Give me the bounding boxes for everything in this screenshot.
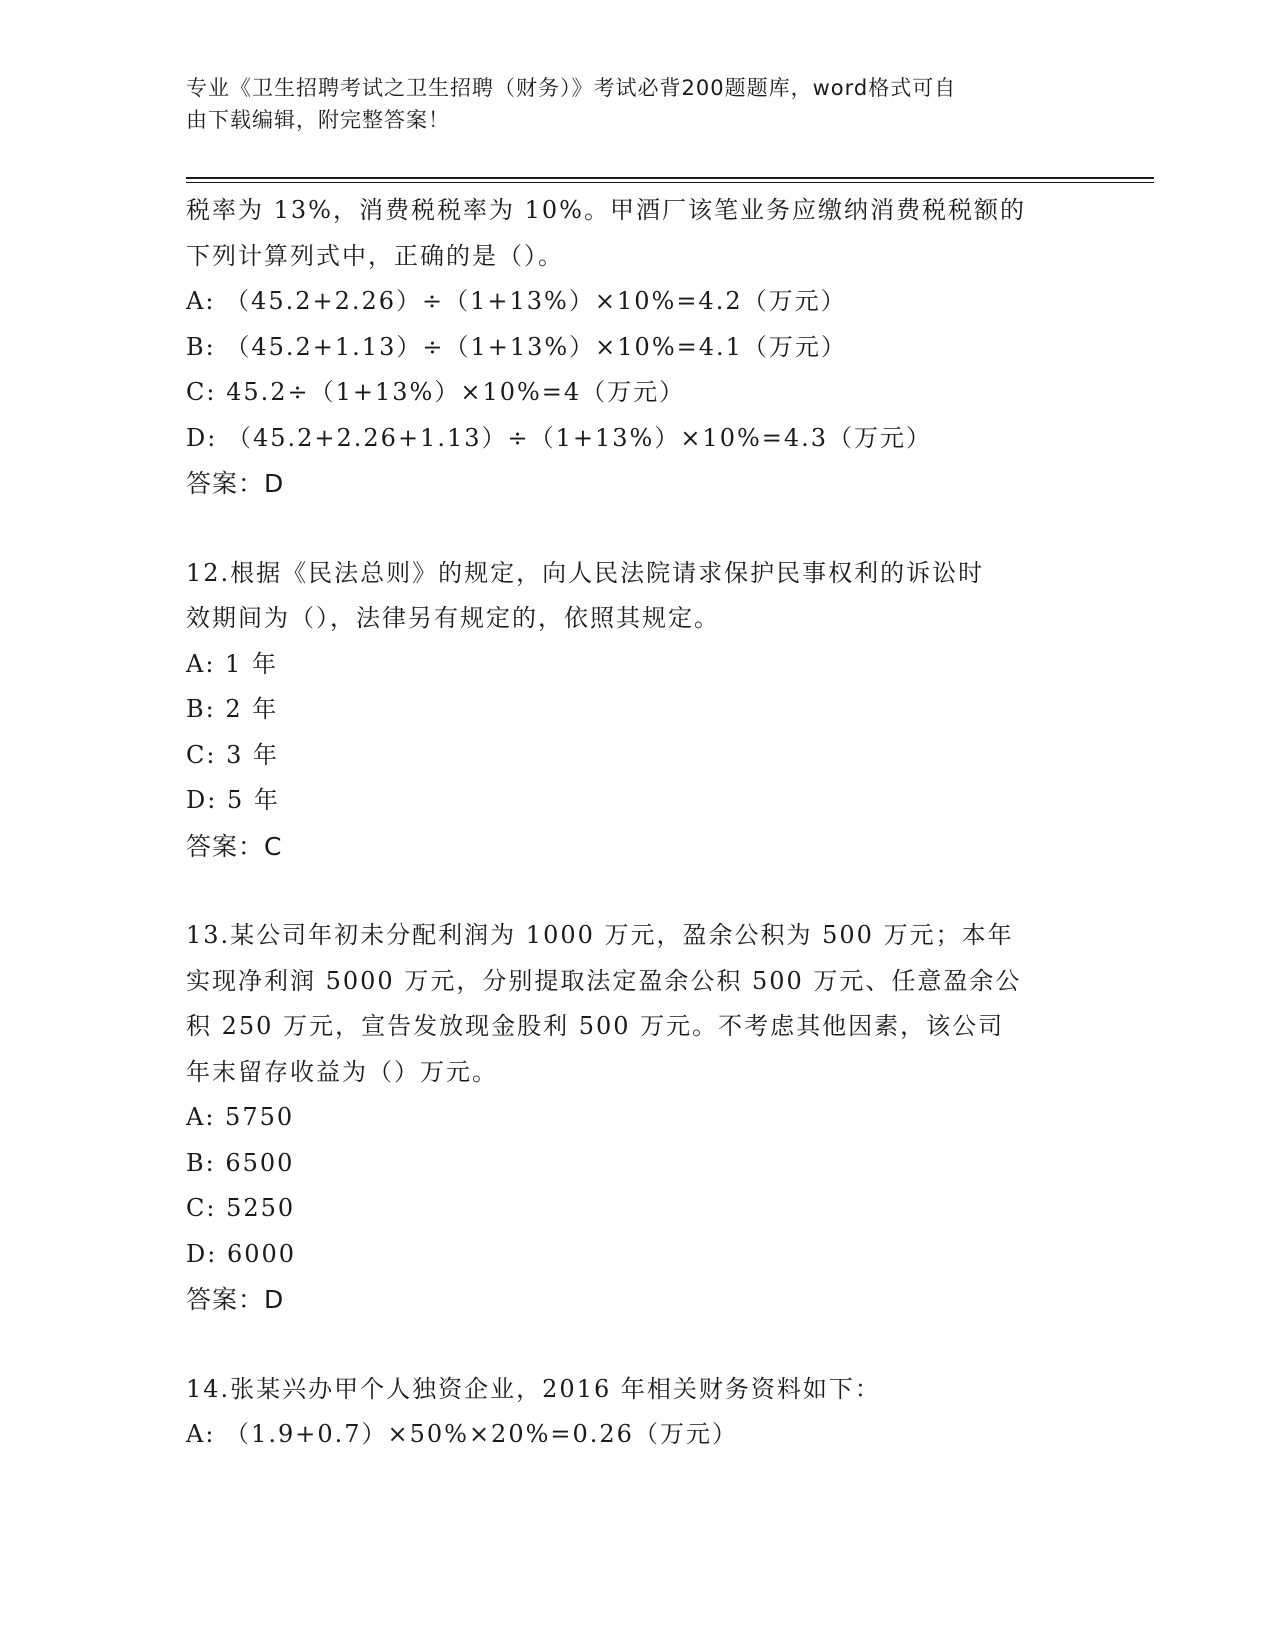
header-divider-thick (186, 177, 1154, 179)
header-title-line-2: 由下载编辑，附完整答案！ (186, 108, 450, 132)
question-text-line: 积 250 万元，宣告发放现金股利 500 万元。不考虑其他因素，该公司 (186, 1012, 1005, 1040)
answer: 答案：D (186, 469, 285, 498)
option-a: A: 1 年 (186, 649, 278, 678)
question-gap (186, 869, 1066, 913)
option-d: D: （45.2+2.26+1.13）÷（1+13%）×10%=4.3（万元） (186, 423, 933, 452)
answer: 答案：D (186, 1285, 285, 1314)
question-text-line: 实现净利润 5000 万元，分别提取法定盈余公积 500 万元、任意盈余公 (186, 966, 1022, 995)
option-c: C: 3 年 (186, 740, 279, 769)
option-a: A: 5750 (186, 1103, 295, 1131)
question-gap (186, 1323, 1066, 1367)
question-14 (186, 1367, 1066, 1458)
answer: 答案：C (186, 831, 283, 861)
question-text-line: 年末留存收益为（）万元。 (186, 1057, 498, 1086)
header-divider-thin (186, 182, 1154, 183)
option-a: A: （45.2+2.26）÷（1+13%）×10%=4.2（万元） (186, 287, 847, 315)
document-header (186, 72, 1066, 136)
question-text-line: 14.张某兴办甲个人独资企业，2016 年相关财务资料如下： (186, 1374, 881, 1403)
question-12 (186, 551, 1066, 870)
question-13 (186, 913, 1066, 1323)
question-text-line: 税率为 13%，消费税税率为 10%。甲酒厂该笔业务应缴纳消费税税额的 (186, 196, 1026, 224)
option-c: C: 45.2÷（1+13%）×10%=4（万元） (186, 378, 686, 406)
option-b: B: 2 年 (186, 695, 279, 723)
option-c: C: 5250 (186, 1194, 296, 1222)
option-d: D: 6000 (186, 1239, 297, 1268)
option-b: B: 6500 (186, 1148, 295, 1177)
question-text-line: 下列计算列式中，正确的是（）。 (186, 241, 564, 270)
question-content (186, 188, 1066, 1458)
question-text-line: 12.根据《民法总则》的规定，向人民法院请求保护民事权利的诉讼时 (186, 558, 985, 587)
option-d: D: 5 年 (186, 786, 280, 814)
question-text-line: 13.某公司年初未分配利润为 1000 万元，盈余公积为 500 万元；本年 (186, 921, 1014, 949)
question-11 (186, 188, 1066, 507)
option-b: B: （45.2+1.13）÷（1+13%）×10%=4.1（万元） (186, 332, 847, 361)
question-text-line: 效期间为（），法律另有规定的，依照其规定。 (186, 604, 720, 632)
question-gap (186, 507, 1066, 551)
option-a: A: （1.9+0.7）×50%×20%=0.26（万元） (186, 1420, 738, 1448)
header-title-line-1: 专业《卫生招聘考试之卫生招聘（财务）》考试必背200题题库，word格式可自 (186, 76, 957, 100)
